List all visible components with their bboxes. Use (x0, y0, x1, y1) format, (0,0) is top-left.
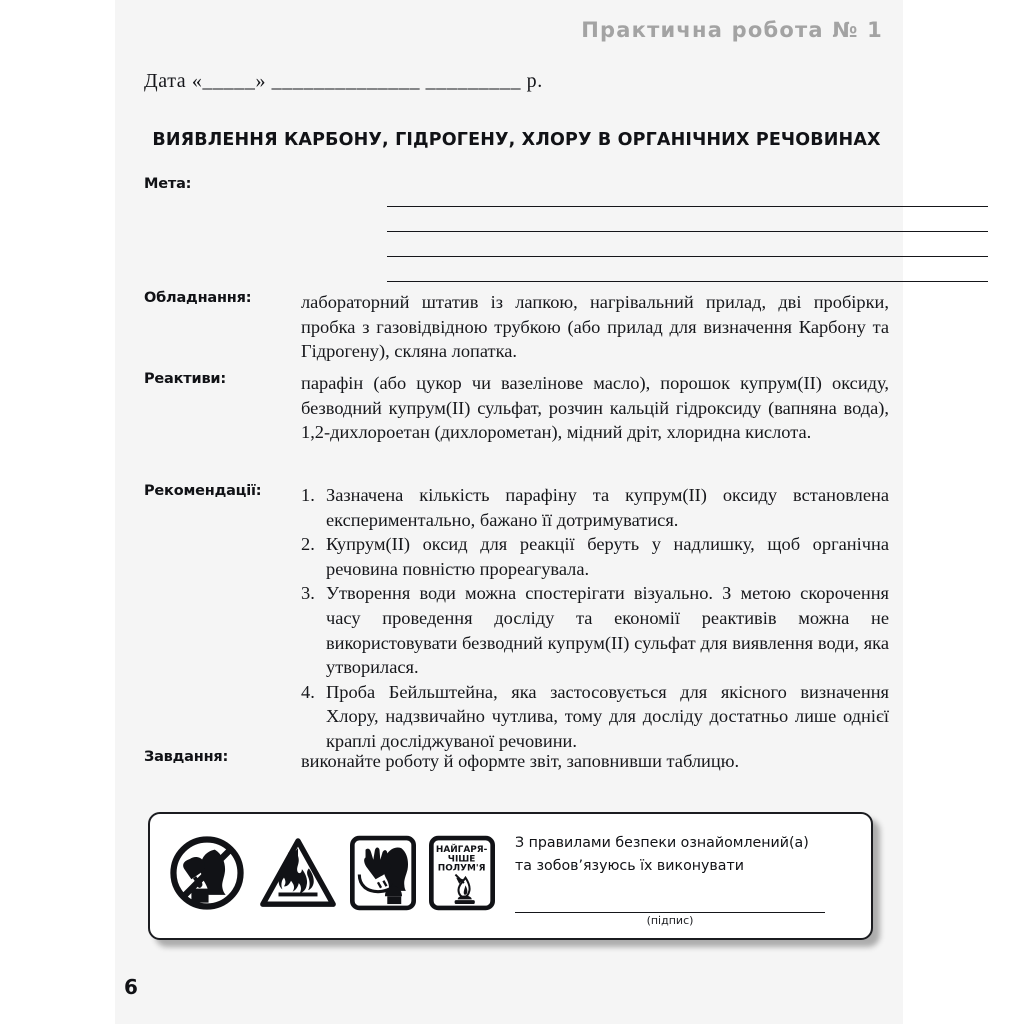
safety-declaration-line-1: З правилами безпеки ознайомлений(а) (515, 835, 809, 851)
section-task-label: Завдання: (144, 749, 229, 765)
section-recommendations-list (301, 483, 889, 754)
list-item-text: Зазначена кількість парафіну та купрум(II) оксиду встановлена експериментально, бажано її дотримуватися. (326, 485, 889, 530)
section-recommendations (144, 483, 889, 754)
list-item-number: 3. (301, 583, 315, 604)
hottest-flame-icon (429, 834, 495, 917)
flammable-warning-icon (259, 834, 337, 917)
meta-answer-line[interactable] (387, 257, 988, 282)
practical-work-title: ВИЯВЛЕННЯ КАРБОНУ, ГІДРОГЕНУ, ХЛОРУ В ОРГАНІЧНИХ РЕЧОВИНАХ (152, 130, 881, 150)
list-item (301, 532, 889, 581)
page-number: 6 (124, 975, 138, 999)
safety-icon-group (168, 834, 495, 917)
section-equipment-label: Обладнання: (144, 290, 252, 306)
meta-answer-lines[interactable] (387, 182, 988, 282)
list-item-text: Проба Бейльштейна, яка застосовується для якісного визначення Хлору, надзвичайно чутлива, тому для досліду достатньо лише однієї краплі досліджуваної речовини. (326, 681, 889, 751)
list-item-text: Утворення води можна спостерігати візуально. З метою скорочення часу проведення досліду та економії реактивів можна не використовувати безводний купрум(II) сульфат для виявлення води, яка утворилася. (326, 583, 889, 678)
svg-text:ЧІШЕ: ЧІШЕ (447, 854, 476, 865)
page-title: Практична робота № 1 (581, 18, 883, 42)
safety-declaration-box (148, 812, 873, 940)
safety-declaration-text (515, 832, 845, 878)
waft-vapors-to-nose-icon (350, 834, 416, 917)
section-equipment (144, 290, 889, 364)
list-item (301, 581, 889, 679)
workbook-page (115, 0, 903, 1024)
meta-answer-line[interactable] (387, 207, 988, 232)
meta-answer-line[interactable] (387, 182, 988, 207)
signature-line[interactable] (515, 912, 825, 913)
list-item (301, 483, 889, 532)
list-item-text: Купрум(II) оксид для реакції беруть у надлишку, щоб органічна речовина повністю прореагувала. (326, 534, 889, 579)
section-reagents-label: Реактиви: (144, 371, 226, 387)
section-recommendations-label: Рекомендації: (144, 483, 262, 499)
section-reagents-text: парафін (або цукор чи вазелінове масло), порошок купрум(II) оксиду, безводний купрум(II) сульфат, розчин кальцій гідроксиду (вапняна вода), 1,2-дихлороетан (дихлорометан), мідний дріт, хлоридна кислота. (301, 373, 889, 443)
date-field-line[interactable]: Дата «_____» ______________ _________ р. (144, 70, 543, 92)
section-equipment-text: лабораторний штатив із лапкою, нагрівальний прилад, дві пробірки, пробка з газовідвідною трубкою (або прилад для визначення Карбону та Гідрогену), скляна лопатка. (301, 292, 889, 362)
list-item-number: 2. (301, 534, 315, 555)
list-item (301, 680, 889, 754)
list-item-number: 4. (301, 681, 315, 702)
list-item-number: 1. (301, 485, 315, 505)
section-meta-label: Мета: (144, 176, 192, 192)
section-reagents (144, 371, 889, 445)
no-tasting-smelling-icon (168, 834, 246, 917)
signature-caption: (підпис) (646, 914, 694, 927)
svg-text:НАЙГАРЯ-: НАЙГАРЯ- (435, 845, 488, 856)
section-task-text: виконайте роботу й оформте звіт, заповнивши таблицю. (301, 751, 740, 771)
svg-text:ПОЛУМ'Я: ПОЛУМ'Я (437, 863, 486, 874)
meta-answer-line[interactable] (387, 232, 988, 257)
section-task (144, 749, 889, 774)
safety-declaration-line-2: та зобов’язуюсь їх виконувати (515, 858, 744, 874)
